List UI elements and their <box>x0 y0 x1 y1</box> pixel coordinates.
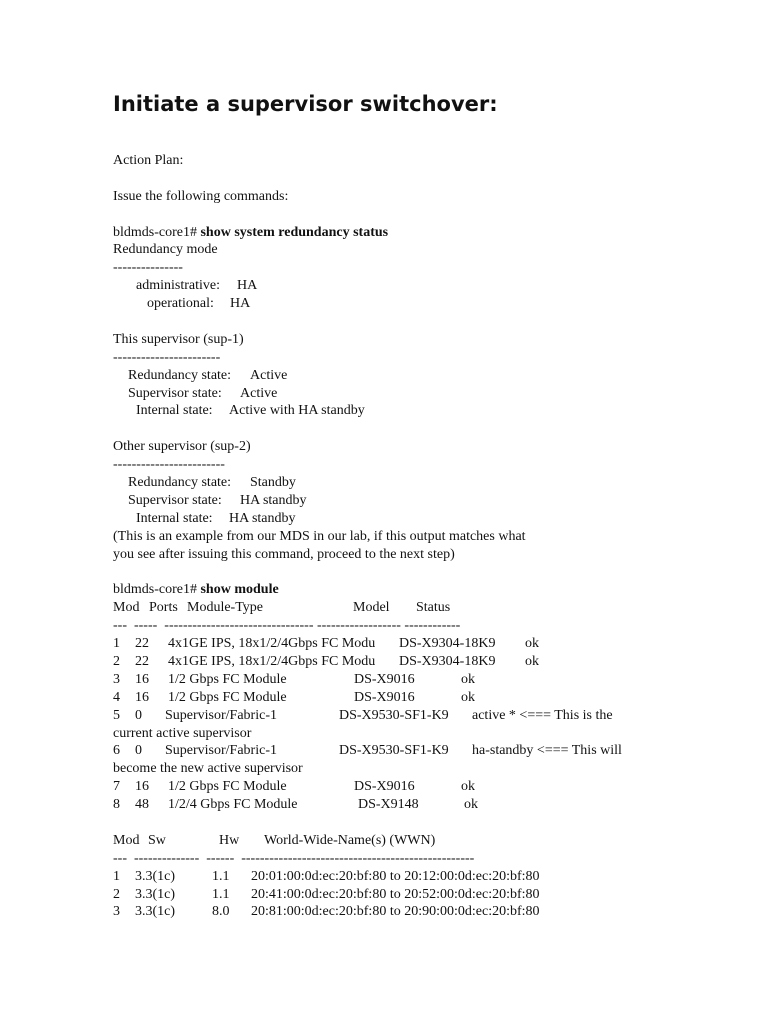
col-hw-header: Hw <box>219 832 240 848</box>
action-plan-label: Action Plan: <box>113 153 184 168</box>
table-row <box>113 778 753 796</box>
administrative-value: HA <box>237 278 258 294</box>
model-cell: DS-X9148 <box>358 797 419 813</box>
status-cell: ha-standby <=== This will <box>472 743 622 759</box>
operational-label: operational: <box>147 296 214 312</box>
operational-row <box>113 295 753 313</box>
wwn-cell: 20:41:00:0d:ec:20:bf:80 to 20:52:00:0d:ec:20:bf:80 <box>251 886 540 902</box>
status-wrap-line: current active supervisor <box>113 725 252 741</box>
table-row <box>113 903 753 921</box>
mod-cell: 8 <box>113 797 120 813</box>
ports-cell: 16 <box>135 779 149 795</box>
col-type-header: Module-Type <box>187 600 264 616</box>
sw-cell: 3.3(1c) <box>135 904 176 920</box>
example-note-line-2: you see after issuing this command, proceed to the next step) <box>113 546 455 562</box>
type-cell: 1/2 Gbps FC Module <box>168 779 287 795</box>
this-supervisor-state-row <box>113 385 753 403</box>
col-mod-header: Mod <box>113 600 140 616</box>
model-cell: DS-X9016 <box>354 779 415 795</box>
type-cell: 1/2/4 Gbps FC Module <box>168 797 298 813</box>
model-cell: DS-X9304-18K9 <box>399 653 496 669</box>
table-row <box>113 796 753 814</box>
ports-cell: 22 <box>135 636 149 652</box>
sw-cell: 3.3(1c) <box>135 868 176 884</box>
redundancy-state-value: Standby <box>250 475 296 491</box>
type-cell: Supervisor/Fabric-1 <box>165 743 277 759</box>
mod-cell: 3 <box>113 671 120 687</box>
wwn-cell: 20:81:00:0d:ec:20:bf:80 to 20:90:00:0d:ec:20:bf:80 <box>251 904 540 920</box>
table-row <box>113 707 753 725</box>
col-sw-header: Sw <box>148 832 166 848</box>
other-internal-state-row <box>113 510 753 528</box>
internal-state-label: Internal state: <box>136 510 213 526</box>
ports-cell: 16 <box>135 689 149 705</box>
command-line-module <box>113 581 753 599</box>
type-cell: Supervisor/Fabric-1 <box>165 707 277 723</box>
supervisor-state-value: HA standby <box>240 492 307 508</box>
wwn-cell: 20:01:00:0d:ec:20:bf:80 to 20:12:00:0d:ec:20:bf:80 <box>251 868 540 884</box>
document-page <box>113 90 753 921</box>
supervisor-state-value: Active <box>240 385 278 401</box>
ports-cell: 0 <box>135 743 142 759</box>
other-supervisor-rule: ------------------------ <box>113 457 225 473</box>
hw-cell: 8.0 <box>212 904 230 920</box>
other-redundancy-state-row <box>113 474 753 492</box>
cli-command: show system redundancy status <box>200 224 389 240</box>
this-internal-state-row <box>113 402 753 420</box>
issue-commands-text: Issue the following commands: <box>113 188 289 204</box>
col-wwn-header: World-Wide-Name(s) (WWN) <box>264 832 436 848</box>
ports-cell: 48 <box>135 797 149 813</box>
table-row <box>113 742 753 760</box>
mod-cell: 2 <box>113 886 120 902</box>
status-cell: ok <box>461 689 475 705</box>
supervisor-state-label: Supervisor state: <box>128 385 222 401</box>
table-row <box>113 635 753 653</box>
redundancy-state-label: Redundancy state: <box>128 475 232 491</box>
internal-state-value: Active with HA standby <box>229 403 365 419</box>
this-redundancy-state-row <box>113 367 753 385</box>
type-cell: 1/2 Gbps FC Module <box>168 671 287 687</box>
cli-command: show module <box>200 582 279 598</box>
redundancy-state-value: Active <box>250 367 288 383</box>
type-cell: 4x1GE IPS, 18x1/2/4Gbps FC Modu <box>168 653 376 669</box>
supervisor-state-label: Supervisor state: <box>128 492 222 508</box>
example-note-line-1: (This is an example from our MDS in our lab, if this output matches what <box>113 528 526 544</box>
status-cell: ok <box>461 671 475 687</box>
col-status-header: Status <box>416 600 451 616</box>
redundancy-state-label: Redundancy state: <box>128 367 232 383</box>
table-row <box>113 689 753 707</box>
administrative-label: administrative: <box>136 278 220 294</box>
internal-state-label: Internal state: <box>136 403 213 419</box>
mod-cell: 3 <box>113 904 120 920</box>
model-cell: DS-X9016 <box>354 689 415 705</box>
sw-cell: 3.3(1c) <box>135 886 176 902</box>
ports-cell: 0 <box>135 707 142 723</box>
model-cell: DS-X9530-SF1-K9 <box>339 707 449 723</box>
mod-cell: 7 <box>113 779 120 795</box>
type-cell: 4x1GE IPS, 18x1/2/4Gbps FC Modu <box>168 636 376 652</box>
document-body <box>113 152 753 921</box>
mod-cell: 4 <box>113 689 120 705</box>
wwn-table-header <box>113 832 753 850</box>
administrative-row <box>113 277 753 295</box>
page-title: Initiate a supervisor switchover: <box>113 92 498 116</box>
status-cell: ok <box>525 653 539 669</box>
wwn-table-rule: --- -------------- ------ -------------------------------------------------- <box>113 850 475 866</box>
module-table-header <box>113 599 753 617</box>
status-cell: active * <=== This is the <box>472 707 613 723</box>
col-mod-header: Mod <box>113 832 140 848</box>
redundancy-mode-rule: --------------- <box>113 260 183 276</box>
mod-cell: 1 <box>113 868 120 884</box>
hw-cell: 1.1 <box>212 868 230 884</box>
this-supervisor-rule: ----------------------- <box>113 349 221 365</box>
table-row <box>113 886 753 904</box>
mod-cell: 2 <box>113 653 120 669</box>
mod-cell: 6 <box>113 743 120 759</box>
status-cell: ok <box>525 636 539 652</box>
table-row <box>113 653 753 671</box>
module-table-rule: --- ----- -------------------------------- ------------------ ------------ <box>113 618 461 634</box>
ports-cell: 22 <box>135 653 149 669</box>
other-supervisor-header: Other supervisor (sup-2) <box>113 439 251 455</box>
hw-cell: 1.1 <box>212 886 230 902</box>
cli-prompt: bldmds-core1# <box>113 224 201 240</box>
col-model-header: Model <box>353 600 390 616</box>
model-cell: DS-X9016 <box>354 671 415 687</box>
internal-state-value: HA standby <box>229 510 296 526</box>
status-wrap-line: become the new active supervisor <box>113 761 303 777</box>
table-row <box>113 868 753 886</box>
type-cell: 1/2 Gbps FC Module <box>168 689 287 705</box>
model-cell: DS-X9530-SF1-K9 <box>339 743 449 759</box>
table-row <box>113 671 753 689</box>
status-cell: ok <box>464 797 478 813</box>
status-cell: ok <box>461 779 475 795</box>
this-supervisor-header: This supervisor (sup-1) <box>113 331 244 347</box>
operational-value: HA <box>230 296 251 312</box>
cli-prompt: bldmds-core1# <box>113 582 201 598</box>
model-cell: DS-X9304-18K9 <box>399 636 496 652</box>
other-supervisor-state-row <box>113 492 753 510</box>
col-ports-header: Ports <box>149 600 178 616</box>
command-line-redundancy <box>113 224 753 242</box>
ports-cell: 16 <box>135 671 149 687</box>
mod-cell: 1 <box>113 636 120 652</box>
redundancy-mode-header: Redundancy mode <box>113 242 218 258</box>
mod-cell: 5 <box>113 707 120 723</box>
